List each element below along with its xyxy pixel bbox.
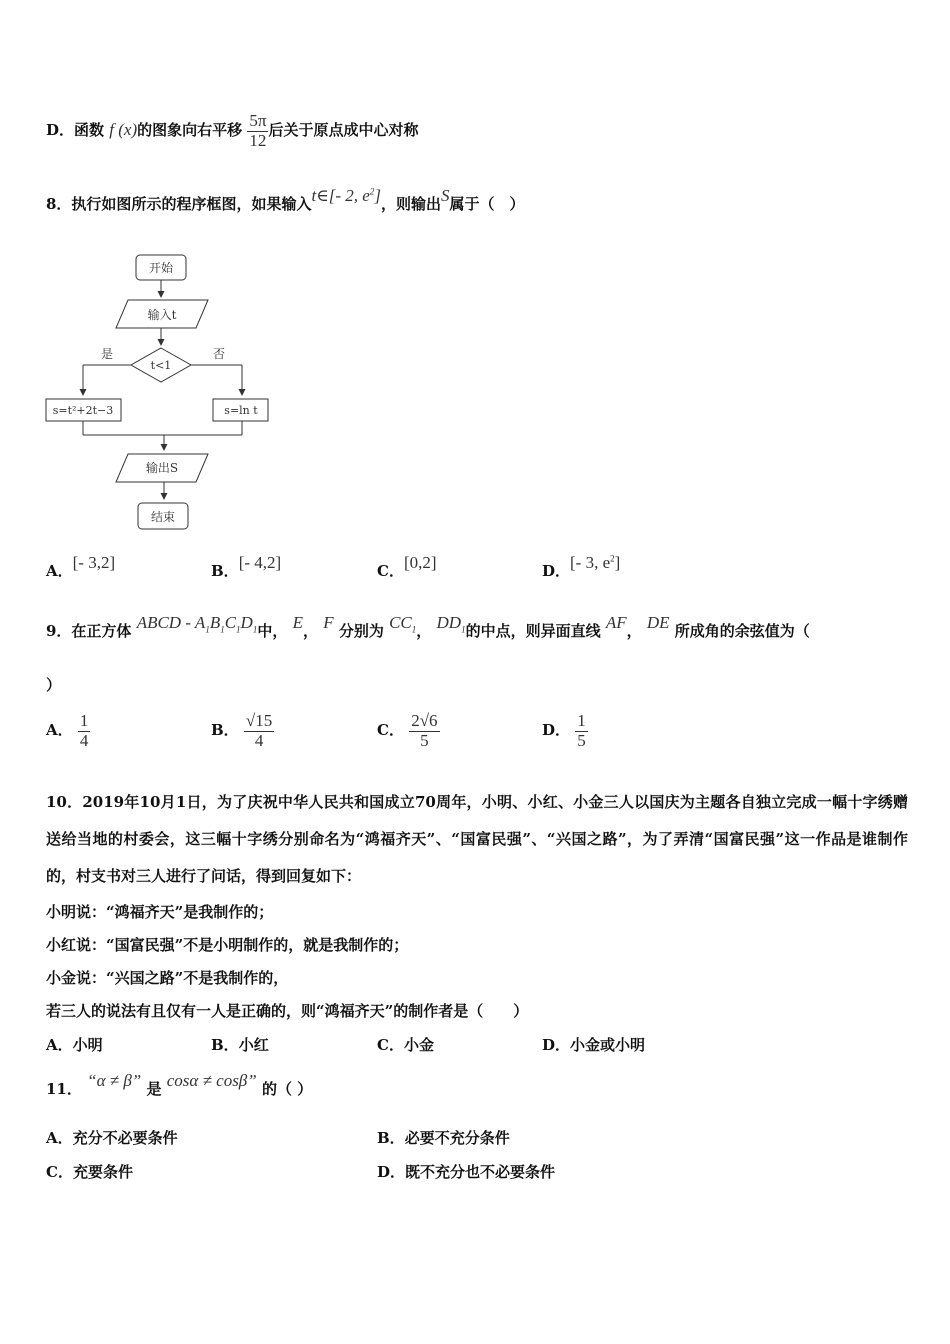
q9-option-c: C． $\frac{2√6}{5}$ bbox=[377, 711, 438, 750]
q10-option-a: A．小明 bbox=[46, 1036, 103, 1054]
q10-question: 若三人的说法有且仅有一人是正确的，则“鸿福齐天”的制作者是（ ） bbox=[46, 1002, 529, 1020]
flow-decision-label: t<1 bbox=[150, 359, 172, 372]
flow-input-label: 输入t bbox=[147, 308, 177, 322]
question-9-close-paren: ） bbox=[46, 676, 62, 694]
question-8-stem: 8．执行如图所示的程序框图，如果输入t∈[- 2, $e^2$]，则输出S属于（ ） bbox=[46, 186, 525, 213]
cube-name: ABCD - $A_1B_1C_1D_1$ bbox=[136, 613, 258, 635]
flowchart bbox=[30, 245, 330, 545]
flow-start-label: 开始 bbox=[148, 261, 174, 275]
flow-end-label: 结束 bbox=[150, 510, 176, 524]
q10-option-d: D．小金或小明 bbox=[542, 1036, 646, 1054]
q11-condition-2: cosα ≠ cosβ” bbox=[166, 1071, 257, 1090]
q8-condition: t∈[- 2, $e^2$] bbox=[311, 186, 381, 205]
q9-option-b: B． $\frac{√15}{4}$ bbox=[211, 711, 273, 750]
q11-option-b: B．必要不充分条件 bbox=[377, 1129, 510, 1147]
q11-option-d: D．既不充分也不必要条件 bbox=[377, 1163, 556, 1181]
flow-output-label: 输出S bbox=[145, 461, 179, 475]
q10-statement-xiaojin: 小金说：“兴国之路”不是我制作的， bbox=[46, 969, 289, 987]
q8-option-c: C．[0,2] bbox=[377, 553, 437, 580]
flow-no-label: 否 bbox=[212, 347, 226, 361]
flow-right-process-label: s=ln t bbox=[224, 404, 258, 417]
fraction-5pi-12: $\frac{5\pi}{12}$ bbox=[249, 111, 267, 150]
q10-statement-xiaoming: 小明说：“鸿福齐天”是我制作的； bbox=[46, 903, 274, 921]
q10-statement-xiaohong: 小红说：“国富民强”不是小明制作的，就是我制作的； bbox=[46, 936, 409, 954]
q9-option-a: A． $\frac{1}{4}$ bbox=[46, 711, 89, 750]
q9-option-d: D． $\frac{1}{5}$ bbox=[542, 711, 586, 750]
question-9-stem: 9．在正方体 ABCD - $A_1B_1C_1D_1$中， E， F 分别为 $CC_1$， $DD_1$的中点，则异面直线 AF， DE 所成角的余弦值为（ bbox=[46, 613, 810, 640]
q10-option-b: B．小红 bbox=[211, 1036, 269, 1054]
flow-left-process-label: s=t²+2t−3 bbox=[52, 404, 114, 417]
q10-option-c: C．小金 bbox=[377, 1036, 434, 1054]
q11-option-c: C．充要条件 bbox=[46, 1163, 133, 1181]
fx-expression: f (x) bbox=[109, 120, 138, 140]
q8-option-d: D．[- 3, $e^2$] bbox=[542, 553, 621, 580]
q11-option-a: A．充分不必要条件 bbox=[46, 1129, 178, 1147]
q8-option-b: B．[- 4,2] bbox=[211, 553, 282, 580]
q8-option-a: A．[- 3,2] bbox=[46, 553, 116, 580]
flow-yes-label: 是 bbox=[100, 347, 114, 361]
q11-condition-1: “α ≠ β” bbox=[87, 1071, 142, 1090]
q7-option-d: D．函数 f (x)的图象向右平移 $\frac{5\pi}{12}$ 后关于原点成中心对称 bbox=[46, 111, 419, 150]
question-11-stem: 11． “α ≠ β” 是 cosα ≠ cosβ” 的（ ） bbox=[46, 1071, 313, 1098]
question-10-stem: 10．2019年10月1日，为了庆祝中华人民共和国成立70周年，小明、小红、小金三人以国庆为主题各自独立完成一幅十字绣赠送给当地的村委会，这三幅十字绣分别命名为“鸿福齐天”、“国富民强”、“兴国之路”，为了弄清“国富民强”这一作品是谁制作的，村支书对三人进行了问话，得到回复如下： bbox=[46, 793, 908, 885]
